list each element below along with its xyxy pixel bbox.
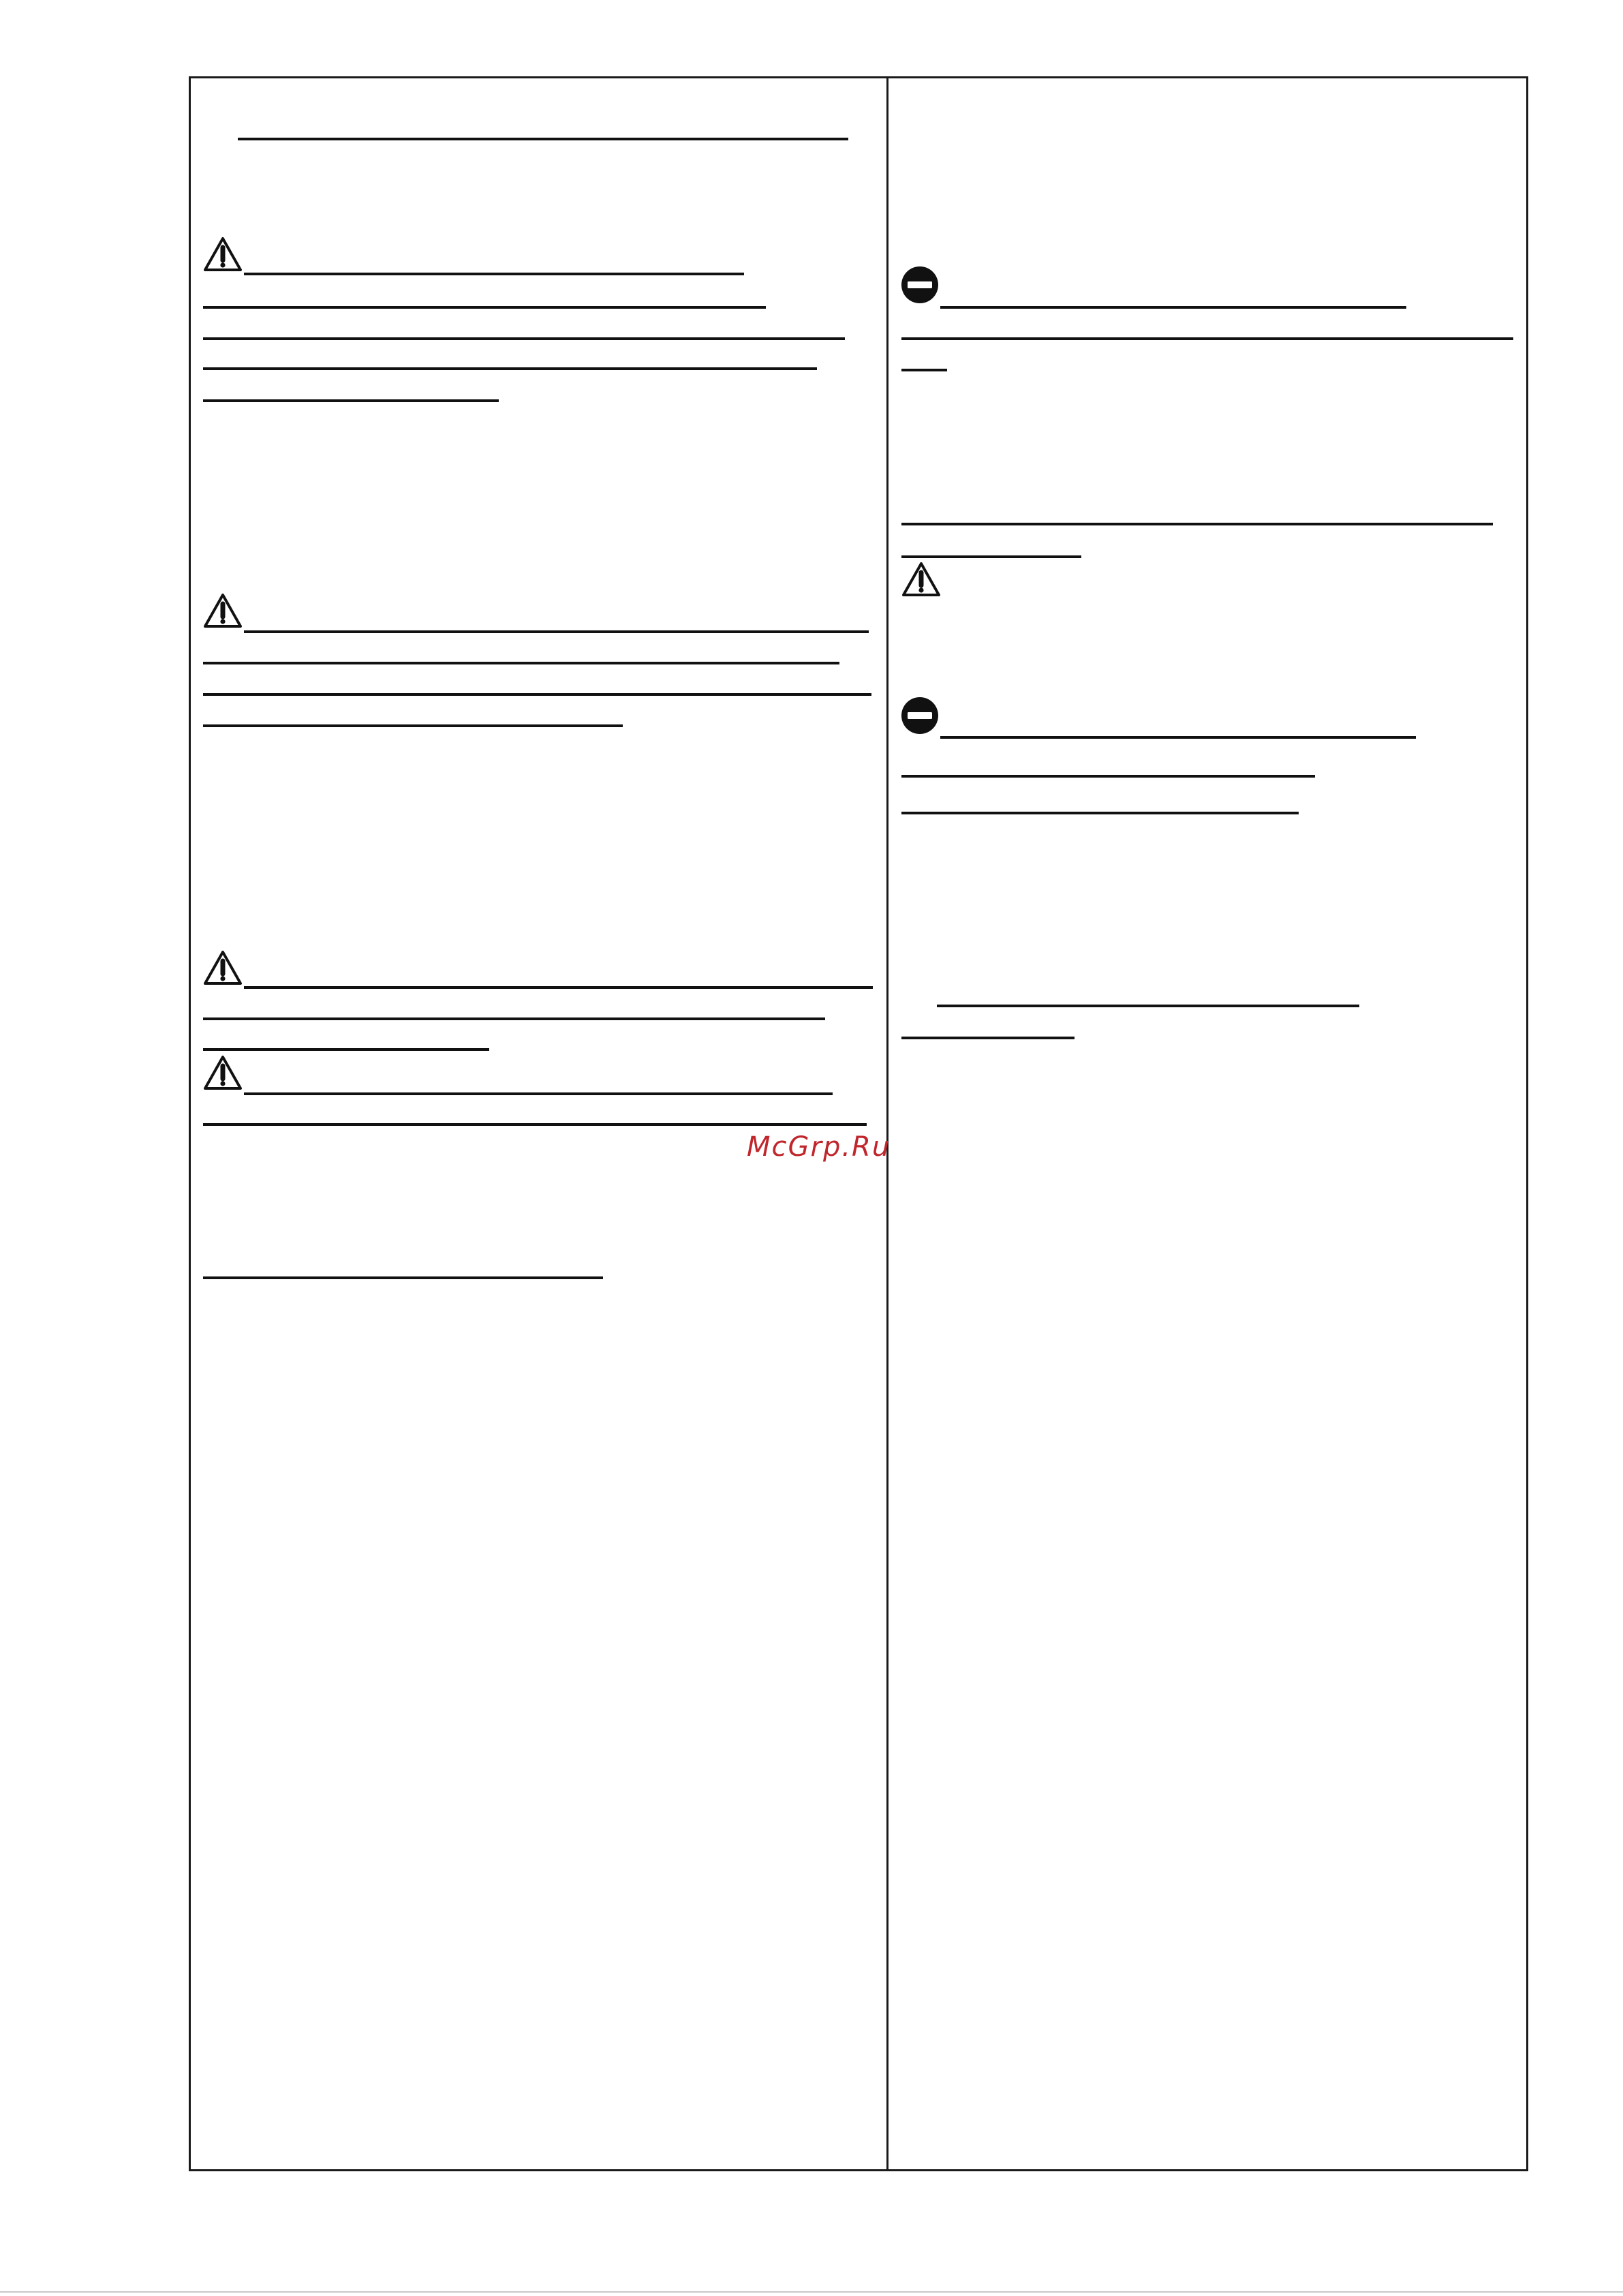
note-line-2	[901, 555, 1081, 558]
warning-triangle-icon	[901, 561, 941, 598]
warning-triangle-icon	[203, 949, 243, 986]
warning-triangle-icon	[203, 1054, 243, 1091]
prohibition-1-line-1	[940, 306, 1406, 309]
warning-triangle-icon	[203, 592, 243, 629]
no-entry-icon	[901, 697, 939, 735]
column-divider	[886, 76, 888, 2171]
warning-1-line-1	[244, 273, 744, 275]
prohibition-2-line-3	[901, 812, 1299, 814]
prohibition-1-line-2	[901, 337, 1513, 340]
warning-3-line-2	[203, 1017, 825, 1020]
warning-1-line-4	[203, 367, 817, 370]
warning-4-line-2	[203, 1123, 867, 1126]
right-footer-line-1	[937, 1005, 1359, 1007]
note-line-1	[901, 523, 1493, 525]
warning-2-line-3	[203, 693, 871, 696]
warning-1-line-2	[203, 306, 766, 309]
warning-2-line-4	[203, 724, 623, 727]
warning-2-line-2	[203, 662, 839, 664]
warning-1-line-3	[203, 337, 845, 340]
warning-2-line-1	[244, 630, 869, 633]
heading-rule	[238, 138, 848, 140]
warning-1-line-5	[203, 399, 499, 402]
scan-edge-rule	[0, 2291, 1623, 2293]
warning-4-line-1	[244, 1092, 833, 1095]
no-entry-icon	[901, 266, 939, 304]
watermark-text: McGrp.Ru	[747, 1131, 891, 1163]
warning-3-line-3	[203, 1048, 489, 1051]
right-footer-line-2	[901, 1037, 1075, 1039]
warning-3-line-1	[244, 986, 873, 989]
warning-triangle-icon	[203, 236, 243, 273]
prohibition-2-line-1	[940, 736, 1416, 739]
prohibition-1-line-3	[901, 369, 947, 371]
prohibition-2-line-2	[901, 775, 1315, 778]
left-footer-rule	[203, 1276, 603, 1279]
